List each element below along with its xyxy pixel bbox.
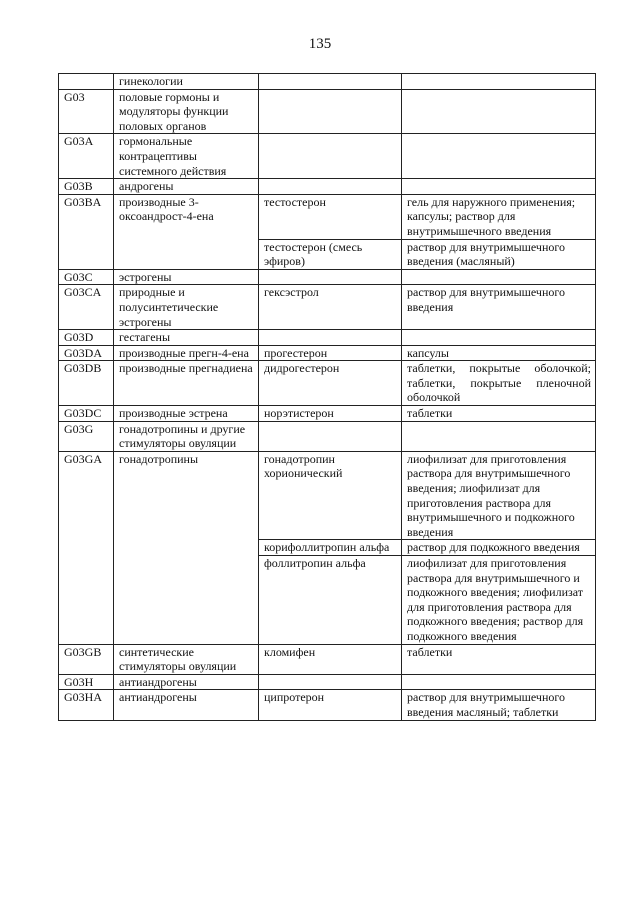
table-row [59,674,596,690]
drug-name-cell [259,179,402,195]
dosage-form-cell: таблетки, покрытые оболочкой; таблетки, покрытые пленочной оболочкой [402,361,596,406]
atc-code-cell: G03HA [59,690,114,720]
dosage-form-cell [402,421,596,451]
drug-name-cell [259,421,402,451]
drug-name-cell: кломифен [259,644,402,674]
atc-code-cell: G03G [59,421,114,451]
page-number: 135 [308,36,332,52]
group-cell: природные и полусинтетические эстрогены [114,285,259,330]
table-row [59,361,596,406]
group-cell: эстрогены [114,269,259,285]
table-row [59,134,596,179]
drug-name-cell: ципротерон [259,690,402,720]
drug-name-cell [259,89,402,134]
drug-name-cell: фоллитропин альфа [259,556,402,645]
group-cell: производные прегн-4-ена [114,345,259,361]
table-row [59,406,596,422]
atc-code-cell: G03BA [59,194,114,269]
drug-name-cell: прогестерон [259,345,402,361]
dosage-form-cell [402,89,596,134]
atc-code-cell: G03C [59,269,114,285]
dosage-form-cell: раствор для внутримышечного введения (масляный) [402,239,596,269]
table-row [59,89,596,134]
table-row [59,345,596,361]
group-cell: андрогены [114,179,259,195]
group-cell: синтетические стимуляторы овуляции [114,644,259,674]
dosage-form-cell [402,674,596,690]
table-row [59,421,596,451]
group-cell: гестагены [114,330,259,346]
dosage-form-cell: раствор для внутримышечного введения масляный; таблетки [402,690,596,720]
drug-name-cell: норэтистерон [259,406,402,422]
dosage-form-cell: таблетки [402,406,596,422]
group-cell: производные прегнадиена [114,361,259,406]
dosage-form-cell [402,330,596,346]
atc-code-cell: G03B [59,179,114,195]
drug-name-cell: тестостерон (смесь эфиров) [259,239,402,269]
atc-code-cell: G03H [59,674,114,690]
drug-name-cell [259,134,402,179]
atc-code-cell: G03GB [59,644,114,674]
table-row [59,690,596,720]
group-cell: гормональные контрацептивы системного действия [114,134,259,179]
drug-name-cell: дидрогестерон [259,361,402,406]
group-cell: гонадотропины и другие стимуляторы овуляции [114,421,259,451]
atc-code-cell: G03DB [59,361,114,406]
dosage-form-cell [402,269,596,285]
drug-name-cell [259,674,402,690]
dosage-form-cell: раствор для внутримышечного введения [402,285,596,330]
dosage-form-cell: раствор для подкожного введения [402,540,596,556]
group-cell: производные 3-оксоандрост-4-ена [114,194,259,269]
table-row [59,74,596,90]
dosage-form-cell: лиофилизат для приготовления раствора для внутримышечного и подкожного введения; лиофилизат для приготовления раствора для подкожного введения; раствор для подкожного введения [402,556,596,645]
group-cell: антиандрогены [114,690,259,720]
table-row [59,644,596,674]
drug-name-cell [259,74,402,90]
atc-code-cell [59,74,114,90]
group-cell: антиандрогены [114,674,259,690]
dosage-form-cell [402,134,596,179]
drug-name-cell [259,269,402,285]
table-row [59,269,596,285]
atc-code-cell: G03D [59,330,114,346]
table-row [59,194,596,239]
atc-code-cell: G03DA [59,345,114,361]
group-cell: половые гормоны и модуляторы функции половых органов [114,89,259,134]
dosage-form-cell: таблетки [402,644,596,674]
atc-code-cell: G03GA [59,451,114,644]
table-row [59,285,596,330]
dosage-form-cell: капсулы [402,345,596,361]
group-cell: производные эстрена [114,406,259,422]
drug-name-cell: тестостерон [259,194,402,239]
dosage-form-cell [402,74,596,90]
drug-name-cell: гонадотропин хорионический [259,451,402,540]
group-cell: гинекологии [114,74,259,90]
table-row [59,330,596,346]
atc-code-cell: G03A [59,134,114,179]
table-row [59,451,596,540]
atc-code-cell: G03DC [59,406,114,422]
table-row [59,179,596,195]
group-cell: гонадотропины [114,451,259,644]
drug-name-cell: гексэстрол [259,285,402,330]
atc-code-cell: G03CA [59,285,114,330]
drug-classification-table [58,73,596,721]
drug-name-cell [259,330,402,346]
drug-name-cell: корифоллитропин альфа [259,540,402,556]
atc-code-cell: G03 [59,89,114,134]
dosage-form-cell: гель для наружного применения; капсулы; раствор для внутримышечного введения [402,194,596,239]
dosage-form-cell: лиофилизат для приготовления раствора для внутримышечного введения; лиофилизат для приготовления раствора для внутримышечного и подкожного введения [402,451,596,540]
dosage-form-cell [402,179,596,195]
